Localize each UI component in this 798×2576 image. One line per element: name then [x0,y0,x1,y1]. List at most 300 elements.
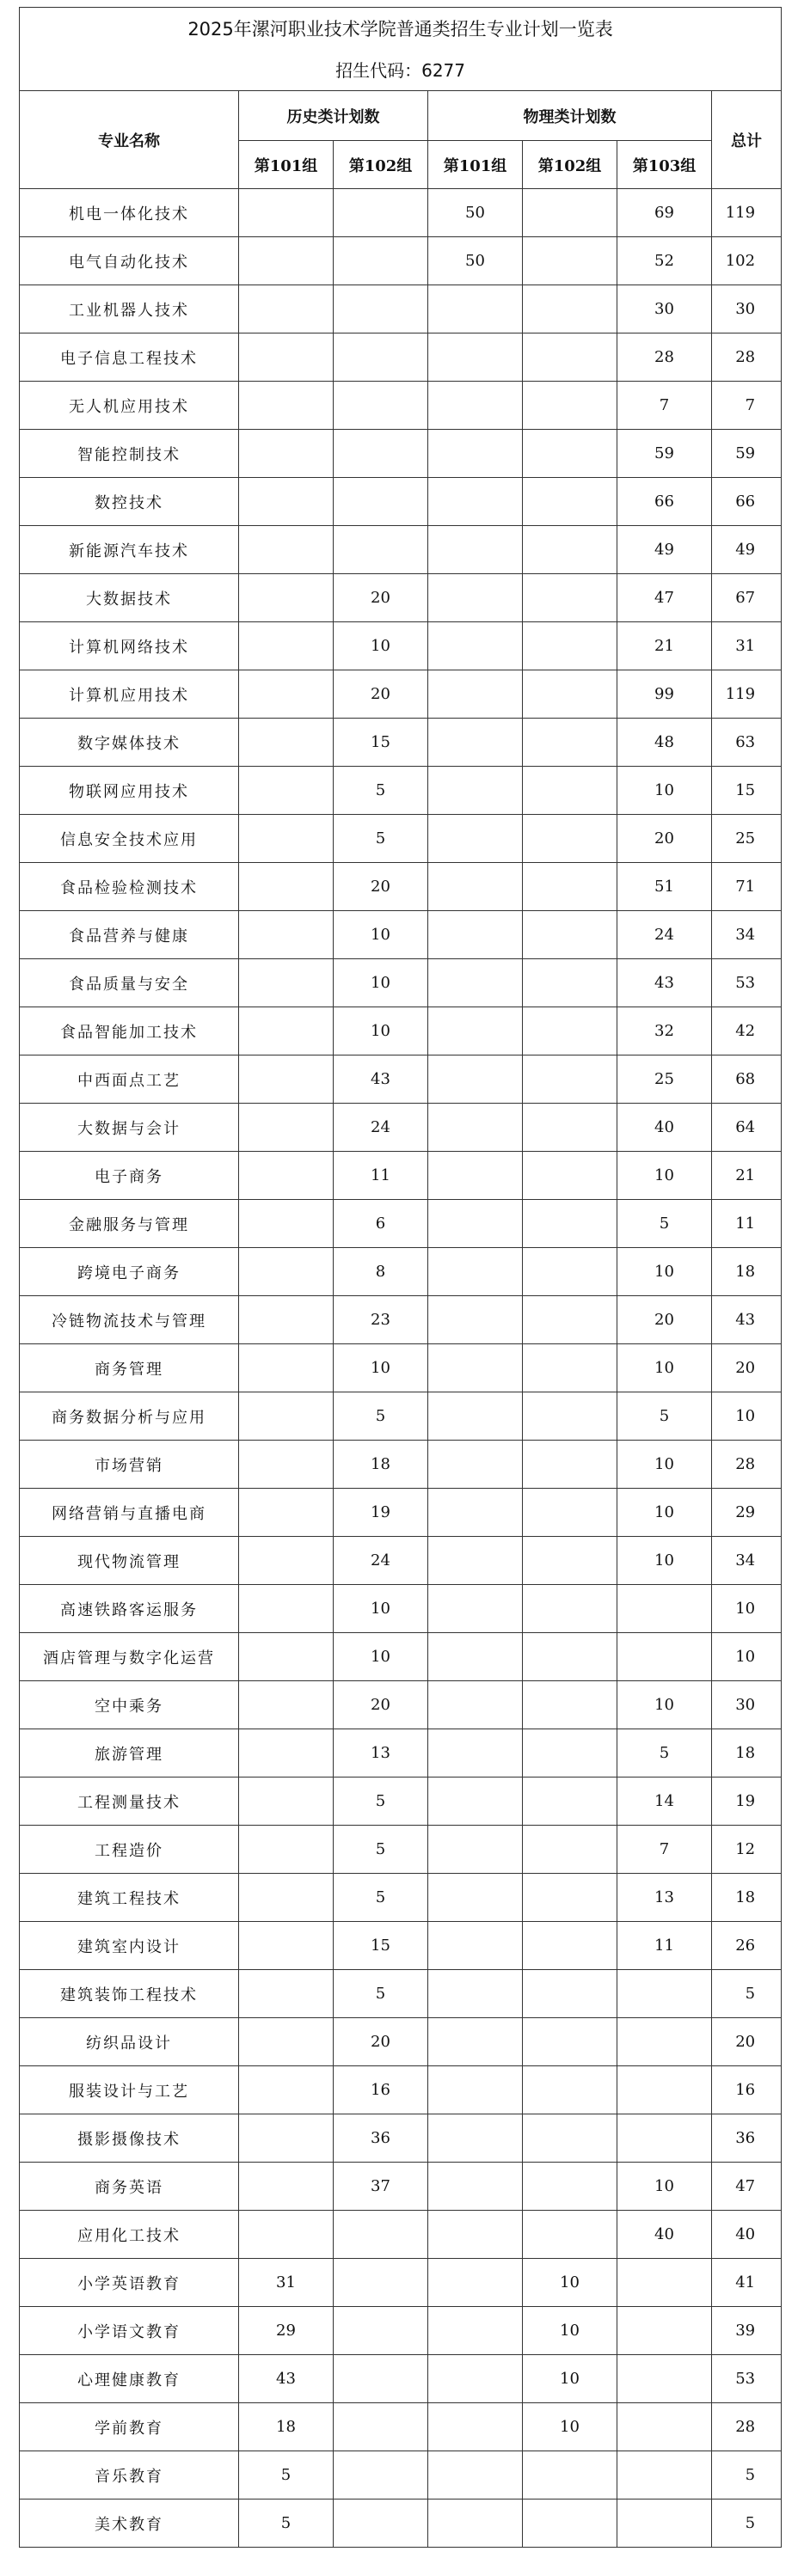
total-cell: 43 [712,1296,782,1344]
history-101-cell [239,2066,334,2114]
total-cell: 71 [712,863,782,911]
physics-101-cell [428,2163,523,2211]
physics-102-cell [523,1874,617,1922]
total-cell: 18 [712,1248,782,1296]
physics-103-cell: 20 [617,815,712,863]
physics-101-cell [428,719,523,767]
history-101-cell [239,1681,334,1729]
major-name-cell: 电气自动化技术 [20,237,239,285]
physics-103-cell: 43 [617,959,712,1007]
table-row [20,2500,782,2548]
history-102-cell: 5 [334,815,428,863]
physics-103-cell: 32 [617,1007,712,1055]
physics-101-cell [428,1104,523,1152]
physics-102-cell [523,1296,617,1344]
history-102-cell: 5 [334,1826,428,1874]
physics-103-cell: 20 [617,1296,712,1344]
major-name-cell: 酒店管理与数字化运营 [20,1633,239,1681]
physics-102-cell [523,1392,617,1441]
physics-101-cell [428,1248,523,1296]
physics-101-cell [428,1392,523,1441]
physics-102-cell [523,430,617,478]
history-102-cell: 20 [334,863,428,911]
history-101-cell [239,333,334,382]
table-row [20,1007,782,1055]
total-cell: 39 [712,2307,782,2355]
physics-101-cell [428,1633,523,1681]
physics-103-cell: 40 [617,1104,712,1152]
major-name-cell: 电子商务 [20,1152,239,1200]
history-101-cell [239,959,334,1007]
major-name-cell: 建筑室内设计 [20,1922,239,1970]
physics-103-cell: 66 [617,478,712,526]
physics-101-cell [428,1537,523,1585]
physics-101-cell [428,1970,523,2018]
physics-103-cell: 11 [617,1922,712,1970]
major-name-cell: 纺织品设计 [20,2018,239,2066]
major-name-cell: 工程测量技术 [20,1778,239,1826]
total-cell: 18 [712,1729,782,1778]
physics-102-cell [523,1826,617,1874]
physics-103-cell: 5 [617,1729,712,1778]
physics-101-cell: 50 [428,237,523,285]
history-102-cell: 10 [334,622,428,670]
physics-101-cell [428,2307,523,2355]
major-name-cell: 小学英语教育 [20,2259,239,2307]
history-102-cell [334,2259,428,2307]
history-101-cell [239,1970,334,2018]
table-row [20,1874,782,1922]
physics-103-cell [617,2114,712,2163]
total-cell: 53 [712,959,782,1007]
total-cell: 49 [712,526,782,574]
major-name-cell: 工程造价 [20,1826,239,1874]
table-row [20,1296,782,1344]
major-name-cell: 大数据技术 [20,574,239,622]
table-body [20,189,782,2548]
table-row [20,1633,782,1681]
physics-103-cell: 13 [617,1874,712,1922]
total-cell: 10 [712,1633,782,1681]
table-row [20,863,782,911]
table-row [20,1441,782,1489]
physics-101-cell [428,526,523,574]
history-101-cell [239,1441,334,1489]
physics-103-cell [617,2451,712,2500]
table-row [20,622,782,670]
history-102-cell [334,2307,428,2355]
history-102-cell: 43 [334,1055,428,1104]
physics-102-cell [523,382,617,430]
table-row [20,1200,782,1248]
physics-102-cell [523,2451,617,2500]
history-102-cell: 20 [334,574,428,622]
history-101-cell: 29 [239,2307,334,2355]
total-cell: 59 [712,430,782,478]
major-name-cell: 摄影摄像技术 [20,2114,239,2163]
physics-102-cell [523,2018,617,2066]
physics-101-cell [428,2259,523,2307]
physics-101-cell [428,2451,523,2500]
major-name-cell: 中西面点工艺 [20,1055,239,1104]
total-cell: 20 [712,1344,782,1392]
physics-101-cell [428,2066,523,2114]
history-101-cell [239,526,334,574]
physics-101-cell [428,2355,523,2403]
physics-101-cell [428,1441,523,1489]
history-101-cell [239,815,334,863]
physics-101-cell [428,1055,523,1104]
major-name-cell: 电子信息工程技术 [20,333,239,382]
total-cell: 25 [712,815,782,863]
table-row [20,333,782,382]
total-cell: 36 [712,2114,782,2163]
physics-102-cell [523,670,617,719]
major-name-cell: 旅游管理 [20,1729,239,1778]
physics-101-cell [428,1922,523,1970]
history-102-cell: 24 [334,1104,428,1152]
physics-103-cell: 10 [617,2163,712,2211]
history-101-cell [239,1874,334,1922]
total-cell: 20 [712,2018,782,2066]
total-cell: 53 [712,2355,782,2403]
major-name-cell: 大数据与会计 [20,1104,239,1152]
physics-102-cell [523,526,617,574]
history-101-cell [239,1585,334,1633]
physics-102-cell [523,1729,617,1778]
table-row [20,526,782,574]
history-102-cell: 16 [334,2066,428,2114]
history-102-cell: 15 [334,1922,428,1970]
history-101-cell [239,1729,334,1778]
total-cell: 28 [712,2403,782,2451]
history-101-cell [239,1055,334,1104]
history-102-cell [334,526,428,574]
physics-102-cell [523,911,617,959]
history-101-cell [239,1104,334,1152]
physics-102-cell [523,2211,617,2259]
physics-102-cell [523,1633,617,1681]
history-101-cell [239,2018,334,2066]
physics-103-cell [617,2066,712,2114]
table-row [20,1922,782,1970]
physics-102-cell: 10 [523,2259,617,2307]
physics-103-cell: 40 [617,2211,712,2259]
major-name-cell: 食品营养与健康 [20,911,239,959]
physics-102-cell [523,1489,617,1537]
total-cell: 66 [712,478,782,526]
physics-101-cell [428,285,523,333]
history-101-cell [239,622,334,670]
physics-103-cell: 10 [617,1441,712,1489]
total-cell: 102 [712,237,782,285]
table-row [20,1104,782,1152]
history-102-cell: 5 [334,1970,428,2018]
history-102-cell [334,2211,428,2259]
total-cell: 119 [712,189,782,237]
history-102-cell [334,2403,428,2451]
total-cell: 42 [712,1007,782,1055]
history-101-cell [239,670,334,719]
history-101-cell [239,2211,334,2259]
physics-103-cell: 14 [617,1778,712,1826]
physics-101-cell [428,959,523,1007]
table-row [20,911,782,959]
history-102-cell: 23 [334,1296,428,1344]
major-name-cell: 数字媒体技术 [20,719,239,767]
physics-103-cell: 21 [617,622,712,670]
major-name-cell: 数控技术 [20,478,239,526]
physics-101-cell [428,1778,523,1826]
major-name-cell: 美术教育 [20,2500,239,2548]
table-row [20,574,782,622]
physics-101-cell [428,1729,523,1778]
physics-103-cell: 47 [617,574,712,622]
history-102-cell: 37 [334,2163,428,2211]
history-101-cell [239,478,334,526]
physics-101-cell [428,767,523,815]
history-101-cell: 31 [239,2259,334,2307]
physics-103-cell: 7 [617,1826,712,1874]
physics-103-cell: 10 [617,767,712,815]
major-name-cell: 食品智能加工技术 [20,1007,239,1055]
physics-103-cell: 48 [617,719,712,767]
physics-101-cell: 50 [428,189,523,237]
table-row [20,1681,782,1729]
history-101-cell [239,1537,334,1585]
physics-103-cell: 5 [617,1392,712,1441]
physics-103-cell [617,2500,712,2548]
table-row [20,767,782,815]
history-101-cell: 5 [239,2500,334,2548]
history-102-cell: 6 [334,1200,428,1248]
major-name-cell: 学前教育 [20,2403,239,2451]
physics-103-cell: 52 [617,237,712,285]
physics-103-cell [617,2355,712,2403]
physics-102-cell [523,285,617,333]
total-cell: 28 [712,333,782,382]
history-102-cell [334,382,428,430]
table-row [20,2403,782,2451]
physics-102-cell [523,2500,617,2548]
table-row [20,2114,782,2163]
table-row [20,2018,782,2066]
history-101-cell [239,1248,334,1296]
total-cell: 5 [712,2451,782,2500]
table-row [20,285,782,333]
history-102-cell: 20 [334,2018,428,2066]
table-row [20,1344,782,1392]
header-history-102: 第102组 [334,141,428,189]
physics-101-cell [428,1585,523,1633]
total-cell: 64 [712,1104,782,1152]
table-row [20,430,782,478]
history-102-cell: 11 [334,1152,428,1200]
history-102-cell: 24 [334,1537,428,1585]
physics-102-cell [523,1200,617,1248]
total-cell: 15 [712,767,782,815]
physics-102-cell: 10 [523,2307,617,2355]
major-name-cell: 新能源汽车技术 [20,526,239,574]
history-102-cell: 10 [334,1007,428,1055]
table-row [20,959,782,1007]
physics-102-cell: 10 [523,2355,617,2403]
history-102-cell: 20 [334,1681,428,1729]
physics-102-cell [523,574,617,622]
physics-101-cell [428,382,523,430]
history-101-cell: 43 [239,2355,334,2403]
total-cell: 18 [712,1874,782,1922]
physics-103-cell: 10 [617,1681,712,1729]
physics-103-cell: 25 [617,1055,712,1104]
table-row [20,1537,782,1585]
major-name-cell: 商务英语 [20,2163,239,2211]
history-102-cell: 15 [334,719,428,767]
physics-101-cell [428,1296,523,1344]
history-102-cell: 10 [334,959,428,1007]
physics-101-cell [428,1874,523,1922]
major-name-cell: 建筑装饰工程技术 [20,1970,239,2018]
history-102-cell [334,285,428,333]
history-101-cell: 5 [239,2451,334,2500]
physics-103-cell: 99 [617,670,712,719]
total-cell: 5 [712,1970,782,2018]
physics-103-cell [617,2018,712,2066]
major-name-cell: 高速铁路客运服务 [20,1585,239,1633]
table-row [20,1392,782,1441]
history-102-cell [334,333,428,382]
enrollment-plan-table [19,7,782,2548]
history-101-cell [239,189,334,237]
physics-102-cell [523,863,617,911]
physics-102-cell [523,1104,617,1152]
physics-103-cell: 10 [617,1152,712,1200]
major-name-cell: 小学语文教育 [20,2307,239,2355]
enrollment-code: 招生代码：6277 [20,48,782,91]
major-name-cell: 金融服务与管理 [20,1200,239,1248]
history-101-cell [239,719,334,767]
physics-102-cell [523,237,617,285]
header-physics-102: 第102组 [523,141,617,189]
physics-102-cell [523,1922,617,1970]
physics-103-cell: 7 [617,382,712,430]
history-102-cell [334,2451,428,2500]
history-102-cell: 20 [334,670,428,719]
history-102-cell [334,2500,428,2548]
physics-101-cell [428,863,523,911]
physics-103-cell: 30 [617,285,712,333]
physics-101-cell [428,430,523,478]
physics-101-cell [428,1344,523,1392]
physics-103-cell: 69 [617,189,712,237]
physics-101-cell [428,815,523,863]
history-102-cell: 5 [334,1778,428,1826]
physics-102-cell [523,1585,617,1633]
physics-103-cell [617,2259,712,2307]
physics-103-cell: 10 [617,1344,712,1392]
physics-103-cell: 5 [617,1200,712,1248]
physics-103-cell: 28 [617,333,712,382]
physics-103-cell [617,2307,712,2355]
physics-101-cell [428,1200,523,1248]
history-101-cell [239,911,334,959]
table-row [20,2355,782,2403]
major-name-cell: 食品检验检测技术 [20,863,239,911]
history-101-cell [239,1296,334,1344]
table-row [20,1585,782,1633]
physics-102-cell [523,815,617,863]
header-physics-101: 第101组 [428,141,523,189]
total-cell: 11 [712,1200,782,1248]
major-name-cell: 音乐教育 [20,2451,239,2500]
table-row [20,2163,782,2211]
total-cell: 68 [712,1055,782,1104]
history-102-cell: 5 [334,1874,428,1922]
physics-102-cell [523,1778,617,1826]
physics-103-cell [617,2403,712,2451]
total-cell: 47 [712,2163,782,2211]
total-cell: 12 [712,1826,782,1874]
history-101-cell [239,1152,334,1200]
physics-103-cell: 10 [617,1248,712,1296]
total-cell: 5 [712,2500,782,2548]
history-102-cell: 10 [334,1344,428,1392]
plan-sheet [19,7,781,2548]
table-row [20,719,782,767]
physics-101-cell [428,1007,523,1055]
table-row [20,815,782,863]
major-name-cell: 网络营销与直播电商 [20,1489,239,1537]
table-row [20,2259,782,2307]
total-cell: 67 [712,574,782,622]
physics-102-cell [523,1248,617,1296]
history-102-cell: 10 [334,911,428,959]
history-101-cell [239,237,334,285]
history-101-cell [239,1922,334,1970]
history-102-cell [334,430,428,478]
history-102-cell: 10 [334,1633,428,1681]
history-102-cell: 19 [334,1489,428,1537]
table-row [20,1970,782,2018]
physics-101-cell [428,911,523,959]
table-title: 2025年漯河职业技术学院普通类招生专业计划一览表 [20,8,782,49]
physics-101-cell [428,1152,523,1200]
table-row [20,1729,782,1778]
physics-103-cell: 24 [617,911,712,959]
major-name-cell: 计算机应用技术 [20,670,239,719]
physics-101-cell [428,1681,523,1729]
total-cell: 34 [712,911,782,959]
history-101-cell [239,285,334,333]
physics-102-cell [523,1441,617,1489]
physics-102-cell: 10 [523,2403,617,2451]
history-101-cell [239,1633,334,1681]
table-row [20,1778,782,1826]
physics-102-cell [523,2066,617,2114]
total-cell: 28 [712,1441,782,1489]
physics-101-cell [428,2018,523,2066]
physics-103-cell: 59 [617,430,712,478]
table-row [20,2211,782,2259]
physics-103-cell: 10 [617,1489,712,1537]
physics-102-cell [523,1537,617,1585]
physics-101-cell [428,670,523,719]
table-row [20,237,782,285]
total-cell: 10 [712,1585,782,1633]
total-cell: 10 [712,1392,782,1441]
physics-102-cell [523,1970,617,2018]
physics-102-cell [523,1152,617,1200]
